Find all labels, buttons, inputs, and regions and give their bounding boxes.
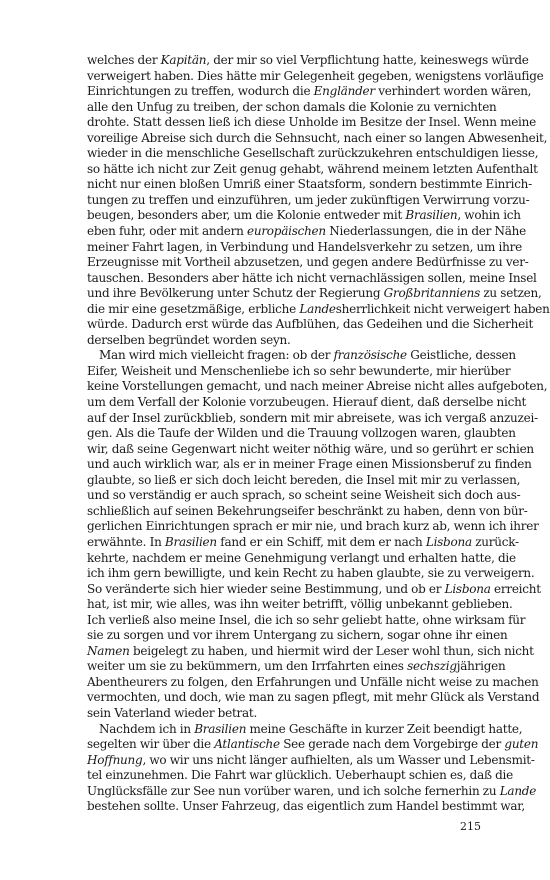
text-line: und auch wirklich war, als er in meiner Frage einen Missionsberuf zu finden <box>87 457 532 472</box>
paragraph <box>87 53 550 348</box>
text-line: nicht nur einen bloßen Umriß einer Staatsform, sondern bestimmte Einrich- <box>87 177 532 192</box>
text-line: alle den Unfug zu treiben, der schon damals die Kolonie zu vernichten <box>87 99 497 114</box>
text-line: ich ihm gern bewilligte, und kein Recht zu haben glaubte, sie zu verweigern. <box>87 566 535 581</box>
text-line: Abentheurers zu folgen, den Erfahrungen und Unfälle nicht weise zu machen <box>87 674 539 689</box>
text-line: tel einzunehmen. Die Fahrt war glücklich. Ueberhaupt schien es, daß die <box>87 768 513 783</box>
text-line: weiter um sie zu bekümmern, um den Irrfahrten eines sechszigjährigen <box>87 659 506 674</box>
text-line: Einrichtungen zu treffen, wodurch die Engländer verhindert worden wären, <box>87 84 532 99</box>
text-line: um dem Verfall der Kolonie vorzubeugen. Hierauf dient, daß derselbe nicht <box>87 395 527 410</box>
text-line: So veränderte sich hier wieder seine Bestimmung, und ob er Lisbona erreicht <box>87 581 541 596</box>
text-line: Unglücksfälle zur See nun vorüber waren, und ich solche fernerhin zu Lande <box>87 783 537 798</box>
text-line: auf der Insel zurückblieb, sondern mit mir abreisete, was ich vergaß anzuzei- <box>87 410 538 425</box>
text-line: bestehen sollte. Unser Fahrzeug, das eigentlich zum Handel bestimmt war, <box>87 799 525 814</box>
text-line: kehrte, nachdem er meine Genehmigung verlangt und erhalten hatte, die <box>87 550 516 565</box>
text-line: und so verständig er auch sprach, so scheint seine Weisheit sich doch aus- <box>87 488 521 503</box>
text-line: Man wird mich vielleicht fragen: ob der französische Geistliche, dessen <box>99 348 516 363</box>
text-line: Ich verließ also meine Insel, die ich so sehr geliebt hatte, ohne wirksam für <box>87 612 526 627</box>
text-line: derselben begründet worden seyn. <box>87 332 291 347</box>
text-line: vermochten, und doch, wie man zu sagen pflegt, mit mehr Glück als Verstand <box>87 690 540 705</box>
text-line: Namen beigelegt zu haben, und hiermit wird der Leser wohl thun, sich nicht <box>87 643 534 658</box>
paragraph <box>87 348 548 721</box>
text-line: schließlich auf seinen Bekehrungseifer beschränkt zu haben, denn von bür- <box>87 503 528 518</box>
text-line: segelten wir über die Atlantische See gerade nach dem Vorgebirge der guten <box>87 737 539 752</box>
text-line: tauschen. Besonders aber hätte ich nicht vernachlässigen sollen, meine Insel <box>87 270 537 285</box>
page-number: 215 <box>460 820 481 833</box>
text-line: welches der Kapitän, der mir so viel Verpflichtung hatte, keineswegs würde <box>87 53 529 67</box>
text-line: tungen zu treffen und einzuführen, um jeder zukünftigen Verwirrung vorzu- <box>87 192 530 207</box>
text-line: hat, ist mir, wie alles, was ihn weiter betrifft, völlig unbekannt geblieben. <box>87 597 513 612</box>
body-text <box>87 53 550 815</box>
text-line: meiner Fahrt lagen, in Verbindung und Handelsverkehr zu setzen, um ihre <box>87 239 522 254</box>
text-line: Hoffnung, wo wir uns nicht länger aufhielten, als um Wasser und Lebensmit- <box>87 752 535 767</box>
text-line: eben fuhr, oder mit andern europäischen Niederlassungen, die in der Nähe <box>87 224 526 239</box>
text-line: die mir eine gesetzmäßige, erbliche Landesherrlichkeit nicht verweigert haben <box>87 301 550 316</box>
text-line: gen. Als die Taufe der Wilden und die Trauung vollzogen waren, glaubten <box>87 426 516 441</box>
text-line: Erzeugnisse mit Vortheil abzusetzen, und gegen andere Bedürfnisse zu ver- <box>87 255 529 270</box>
text-line: drohte. Statt dessen ließ ich diese Unholde im Besitze der Insel. Wenn meine <box>87 115 536 130</box>
text-line: sein Vaterland wieder betrat. <box>87 705 258 720</box>
text-line: verweigert haben. Dies hätte mir Gelegenheit gegeben, wenigstens vorläufige <box>87 68 544 83</box>
text-line: Nachdem ich in Brasilien meine Geschäfte in kurzer Zeit beendigt hatte, <box>99 721 523 736</box>
text-line: sie zu sorgen und vor ihrem Untergang zu sichern, sogar ohne ihr einen <box>87 628 508 643</box>
text-line: Eifer, Weisheit und Menschenliebe ich so sehr bewunderte, mir hierüber <box>87 363 511 378</box>
paragraph <box>87 721 539 815</box>
text-line: so hätte ich nicht zur Zeit genug gehabt, während meinem letzten Aufenthalt <box>87 161 538 176</box>
text-line: glaubte, so ließ er sich doch leicht bereden, die Insel mit mir zu verlassen, <box>87 472 521 487</box>
text-line: beugen, besonders aber, um die Kolonie entweder mit Brasilien, wohin ich <box>87 208 521 223</box>
text-line: und ihre Bevölkerung unter Schutz der Regierung Großbritanniens zu setzen, <box>87 286 542 301</box>
text-line: keine Vorstellungen gemacht, und nach meiner Abreise nicht alles aufgeboten, <box>87 379 548 394</box>
text-line: wir, daß seine Gegenwart nicht weiter nöthig wäre, und so gerührt er schien <box>87 441 534 456</box>
text-line: erwähnte. In Brasilien fand er ein Schiff, mit dem er nach Lisbona zurück- <box>87 534 519 549</box>
text-line: voreilige Abreise sich durch die Sehnsucht, nach einer so langen Abwesenheit, <box>87 130 548 145</box>
text-line: würde. Dadurch erst würde das Aufblühen, das Gedeihen und die Sicherheit <box>87 317 534 332</box>
text-line: gerlichen Einrichtungen sprach er mir nie, und brach kurz ab, wenn ich ihrer <box>87 519 539 534</box>
text-line: wieder in die menschliche Gesellschaft zurückzukehren entschuldigen liesse, <box>87 146 539 161</box>
